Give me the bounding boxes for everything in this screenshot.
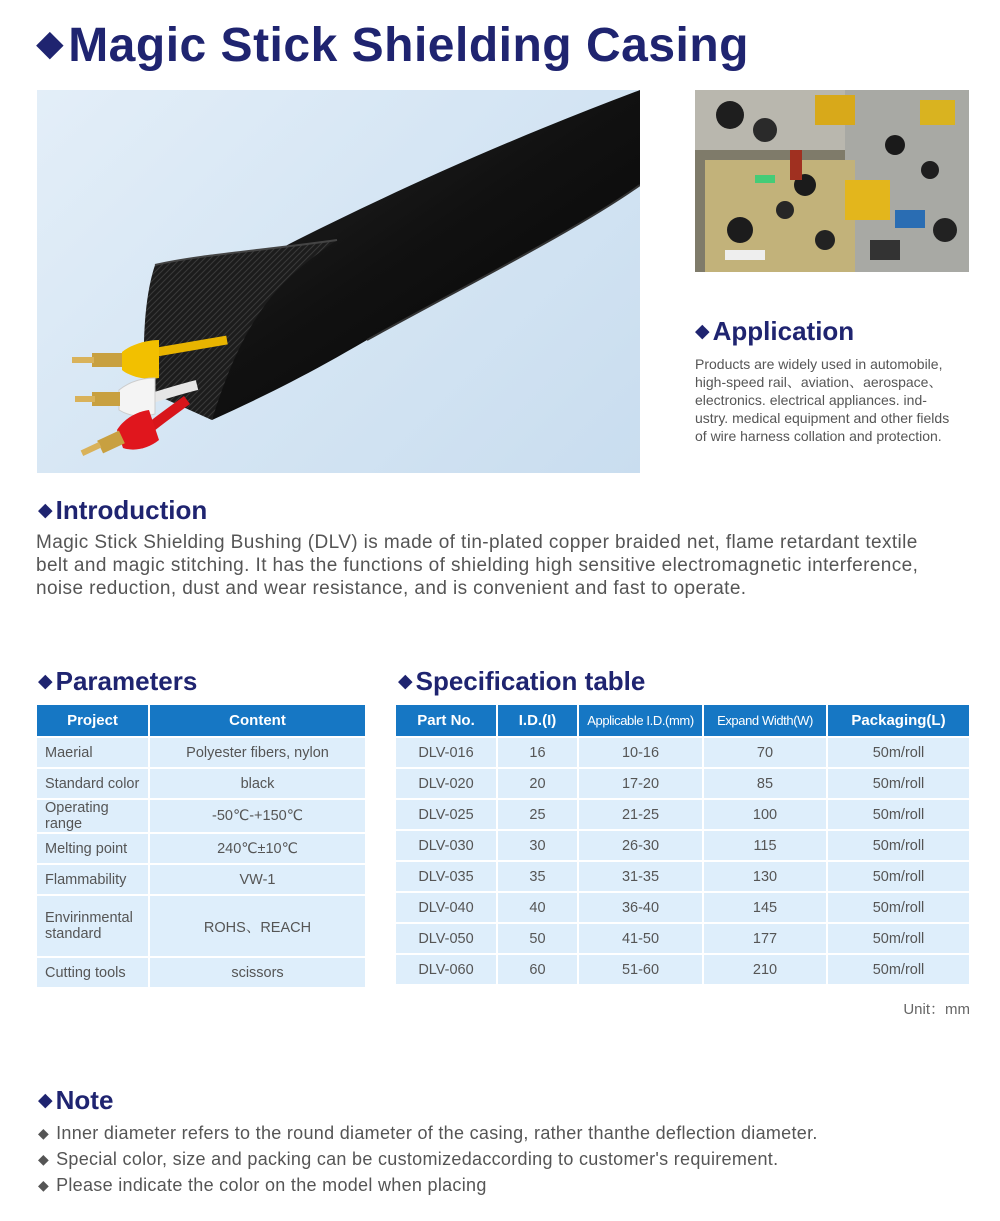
- diamond-bullet-icon: ◆: [38, 1177, 50, 1193]
- diamond-bullet-icon: ◆: [38, 1090, 53, 1111]
- column-header: I.D.(I): [498, 705, 577, 736]
- table-cell: DLV-030: [396, 829, 496, 860]
- parameters-table: [35, 705, 367, 987]
- table-cell: 35: [498, 860, 577, 891]
- application-text: [695, 355, 980, 445]
- table-cell: DLV-016: [396, 736, 496, 767]
- table-cell: 41-50: [579, 922, 702, 953]
- table-cell: 26-30: [579, 829, 702, 860]
- table-row: [37, 956, 365, 987]
- table-cell: DLV-025: [396, 798, 496, 829]
- application-line: electronics. electrical appliances. ind-: [695, 392, 927, 408]
- note-heading-text: Note: [55, 1085, 114, 1115]
- table-cell: Cutting tools: [37, 956, 148, 987]
- introduction-heading: [38, 495, 207, 526]
- table-cell: DLV-035: [396, 860, 496, 891]
- table-row: [396, 829, 969, 860]
- table-cell: DLV-040: [396, 891, 496, 922]
- table-cell: 51-60: [579, 953, 702, 984]
- table-header-row: [37, 705, 365, 736]
- table-cell: 210: [704, 953, 826, 984]
- note-heading: [38, 1085, 113, 1116]
- table-cell: 17-20: [579, 767, 702, 798]
- table-cell: Maerial: [37, 736, 148, 767]
- application-line: high-speed rail、aviation、aerospace、: [695, 374, 943, 390]
- note-item-text: Please indicate the color on the model when placing: [56, 1175, 487, 1195]
- note-list: [38, 1120, 818, 1198]
- table-row: [396, 736, 969, 767]
- specification-heading: [398, 666, 645, 697]
- table-cell: 100: [704, 798, 826, 829]
- specification-table: [394, 705, 971, 984]
- table-header-row: [396, 705, 969, 736]
- table-cell: 50m/roll: [828, 736, 969, 767]
- table-cell: ROHS、REACH: [150, 894, 365, 956]
- page-title: [36, 18, 749, 73]
- column-header: Part No.: [396, 705, 496, 736]
- table-cell: 145: [704, 891, 826, 922]
- table-cell: 115: [704, 829, 826, 860]
- column-header: Project: [37, 705, 148, 736]
- parameters-heading-text: Parameters: [55, 666, 198, 696]
- table-cell: 16: [498, 736, 577, 767]
- table-row: [37, 736, 365, 767]
- application-line: ustry. medical equipment and other fields: [695, 410, 950, 426]
- table-cell: 40: [498, 891, 577, 922]
- table-cell: 50m/roll: [828, 860, 969, 891]
- table-cell: 31-35: [579, 860, 702, 891]
- application-line: Products are widely used in automobile,: [695, 356, 943, 372]
- table-cell: Flammability: [37, 863, 148, 894]
- table-cell: Operating range: [37, 798, 148, 832]
- circuit-board-illustration: [695, 90, 969, 272]
- diamond-bullet-icon: ◆: [38, 500, 53, 521]
- table-cell: 177: [704, 922, 826, 953]
- table-row: [396, 767, 969, 798]
- diamond-bullet-icon: ◆: [398, 671, 413, 692]
- table-cell: Polyester fibers, nylon: [150, 736, 365, 767]
- table-cell: 21-25: [579, 798, 702, 829]
- table-cell: 130: [704, 860, 826, 891]
- table-cell: 50m/roll: [828, 767, 969, 798]
- table-cell: 30: [498, 829, 577, 860]
- application-heading-text: Application: [712, 316, 855, 346]
- diamond-bullet-icon: ◆: [36, 22, 65, 63]
- introduction-line: Magic Stick Shielding Bushing (DLV) is made of tin-plated copper braided net, flame retardant textile: [36, 532, 918, 553]
- table-cell: DLV-050: [396, 922, 496, 953]
- product-photo: [37, 90, 640, 473]
- diamond-bullet-icon: ◆: [38, 671, 53, 692]
- application-line: of wire harness collation and protection.: [695, 428, 942, 444]
- table-cell: 20: [498, 767, 577, 798]
- column-header: Content: [150, 705, 365, 736]
- diamond-bullet-icon: ◆: [695, 321, 710, 342]
- table-cell: 36-40: [579, 891, 702, 922]
- table-cell: scissors: [150, 956, 365, 987]
- table-row: [37, 894, 365, 956]
- table-row: [37, 798, 365, 832]
- table-cell: 50m/roll: [828, 891, 969, 922]
- table-cell: 85: [704, 767, 826, 798]
- diamond-bullet-icon: ◆: [38, 1125, 50, 1141]
- column-header: Expand Width(W): [704, 705, 826, 736]
- column-header: Packaging(L): [828, 705, 969, 736]
- table-cell: Melting point: [37, 832, 148, 863]
- specification-heading-text: Specification table: [415, 666, 646, 696]
- table-cell: Envirinmental standard: [37, 894, 148, 956]
- note-item-text: Special color, size and packing can be customizedaccording to customer's requirement.: [56, 1149, 779, 1169]
- cable-sleeve-illustration: [37, 90, 640, 473]
- introduction-line: belt and magic stitching. It has the functions of shielding high sensitive electromagnetic interference,: [36, 555, 919, 576]
- table-cell: 10-16: [579, 736, 702, 767]
- table-cell: DLV-060: [396, 953, 496, 984]
- table-row: [37, 767, 365, 798]
- table-cell: -50℃-+150℃: [150, 798, 365, 832]
- column-header: Applicable I.D.(mm): [579, 705, 702, 736]
- page-title-text: Magic Stick Shielding Casing: [68, 19, 749, 72]
- table-cell: 50m/roll: [828, 953, 969, 984]
- table-row: [396, 922, 969, 953]
- parameters-heading: [38, 666, 197, 697]
- diamond-bullet-icon: ◆: [38, 1151, 50, 1167]
- table-cell: Standard color: [37, 767, 148, 798]
- table-row: [396, 891, 969, 922]
- note-item: [38, 1146, 818, 1172]
- application-heading: [695, 316, 854, 347]
- table-cell: 50m/roll: [828, 798, 969, 829]
- table-row: [37, 832, 365, 863]
- table-row: [396, 860, 969, 891]
- unit-note: Unit：mm: [903, 1001, 970, 1018]
- table-cell: VW-1: [150, 863, 365, 894]
- table-cell: 25: [498, 798, 577, 829]
- table-cell: 240℃±10℃: [150, 832, 365, 863]
- table-cell: 50: [498, 922, 577, 953]
- table-cell: 50m/roll: [828, 829, 969, 860]
- table-cell: DLV-020: [396, 767, 496, 798]
- note-item: [38, 1120, 818, 1146]
- note-item-text: Inner diameter refers to the round diameter of the casing, rather thanthe deflection diameter.: [56, 1123, 818, 1143]
- table-cell: 60: [498, 953, 577, 984]
- introduction-line: noise reduction, dust and wear resistance, and is convenient and fast to operate.: [36, 578, 747, 599]
- table-row: [37, 863, 365, 894]
- table-cell: 70: [704, 736, 826, 767]
- table-cell: black: [150, 767, 365, 798]
- note-item: [38, 1172, 818, 1198]
- table-row: [396, 953, 969, 984]
- introduction-text: [36, 531, 981, 600]
- table-cell: 50m/roll: [828, 922, 969, 953]
- circuit-board-photo: [695, 90, 969, 272]
- table-row: [396, 798, 969, 829]
- introduction-heading-text: Introduction: [55, 495, 208, 525]
